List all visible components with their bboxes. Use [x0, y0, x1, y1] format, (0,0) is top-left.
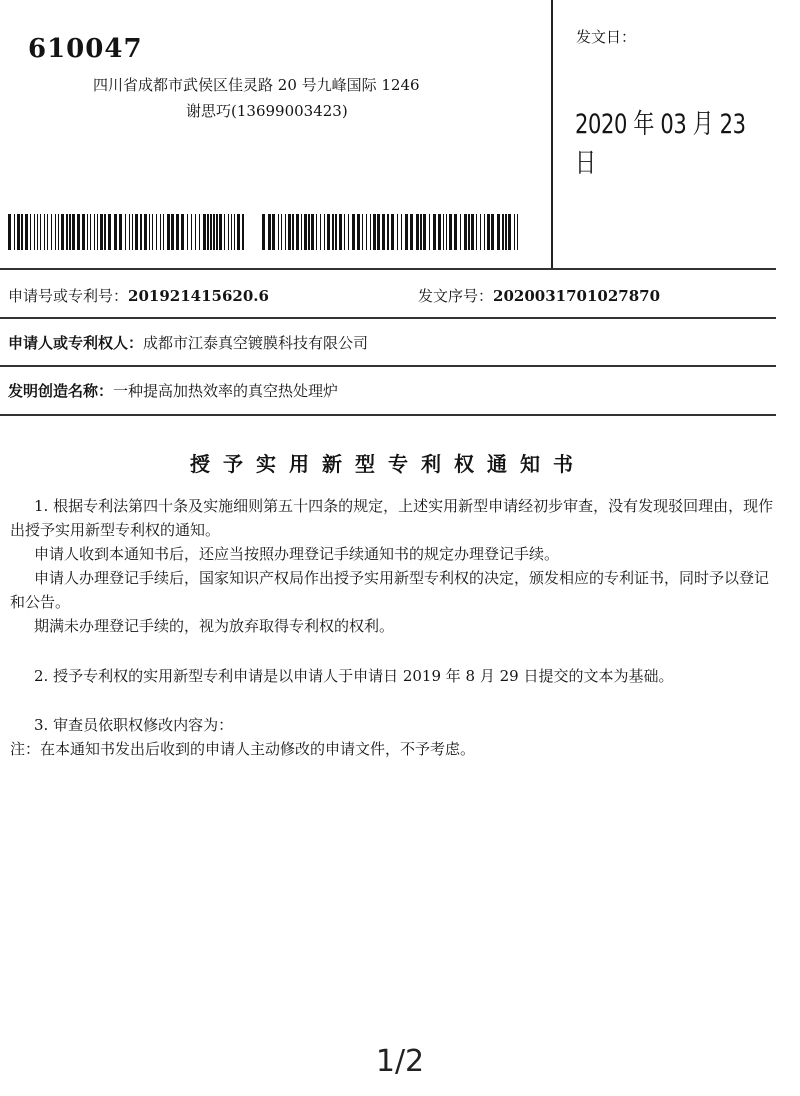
serial-number-label: 发文序号：	[418, 287, 494, 305]
recipient-name: 谢思巧(13699003423)	[186, 102, 348, 120]
divider-line	[0, 365, 776, 367]
application-number-value: 201921415620.6	[128, 287, 269, 305]
paragraph-4: 期满未办理登记手续的，视为放弃取得专利权的权利。	[34, 617, 395, 635]
paragraph-5: 2. 授予专利权的实用新型专利申请是以申请人于申请日 2019 年 8 月 29 日提交的文本为基础。	[34, 667, 674, 685]
invention-name-value: 一种提高加热效率的真空热处理炉	[113, 382, 339, 400]
application-number-label: 申请号或专利号：	[8, 287, 129, 305]
paragraph-6: 3. 审查员依职权修改内容为：	[34, 716, 234, 734]
divider-line	[0, 268, 776, 270]
divider-line	[0, 414, 776, 416]
postal-code: 610047	[28, 34, 143, 64]
page-number: 1/2	[375, 1044, 425, 1079]
invention-name-row	[8, 380, 338, 401]
barcode-left	[8, 214, 246, 250]
divider-line	[0, 317, 776, 319]
paragraph-7: 注：在本通知书发出后收到的申请人主动修改的申请文件，不予考虑。	[10, 740, 476, 758]
issue-date: 2020 年 03 月 23 日	[575, 109, 746, 179]
barcode-bar	[518, 214, 520, 250]
application-number-row	[8, 285, 269, 306]
paragraph-1: 1. 根据专利法第四十条及实施细则第五十四条的规定，上述实用新型申请经初步审查，没有发现驳回理由，现作出授予实用新型专利权的通知。	[10, 497, 774, 539]
notice-section-2	[10, 664, 780, 688]
invention-name-label: 发明创造名称：	[8, 382, 114, 400]
mailing-address: 四川省成都市武侯区佳灵路 20 号九峰国际 1246	[93, 76, 420, 94]
date-label: 发文日：	[576, 28, 637, 46]
document-title: 授予实用新型专利权通知书	[190, 452, 586, 476]
barcode-bar	[244, 214, 247, 250]
barcode-right	[262, 214, 520, 250]
applicant-label: 申请人或专利权人：	[8, 334, 144, 352]
notice-body	[10, 494, 780, 638]
serial-number-value: 2020031701027870	[493, 287, 661, 305]
paragraph-3: 申请人办理登记手续后，国家知识产权局作出授予实用新型专利权的决定，颁发相应的专利证书，同时予以登记和公告。	[10, 569, 770, 611]
paragraph-2: 申请人收到本通知书后，还应当按照办理登记手续通知书的规定办理登记手续。	[34, 545, 560, 563]
notice-section-3	[10, 713, 780, 761]
applicant-row	[8, 332, 368, 353]
serial-number-row	[418, 285, 660, 306]
applicant-value: 成都市江泰真空镀膜科技有限公司	[143, 334, 369, 352]
header-divider-vertical	[551, 0, 553, 268]
